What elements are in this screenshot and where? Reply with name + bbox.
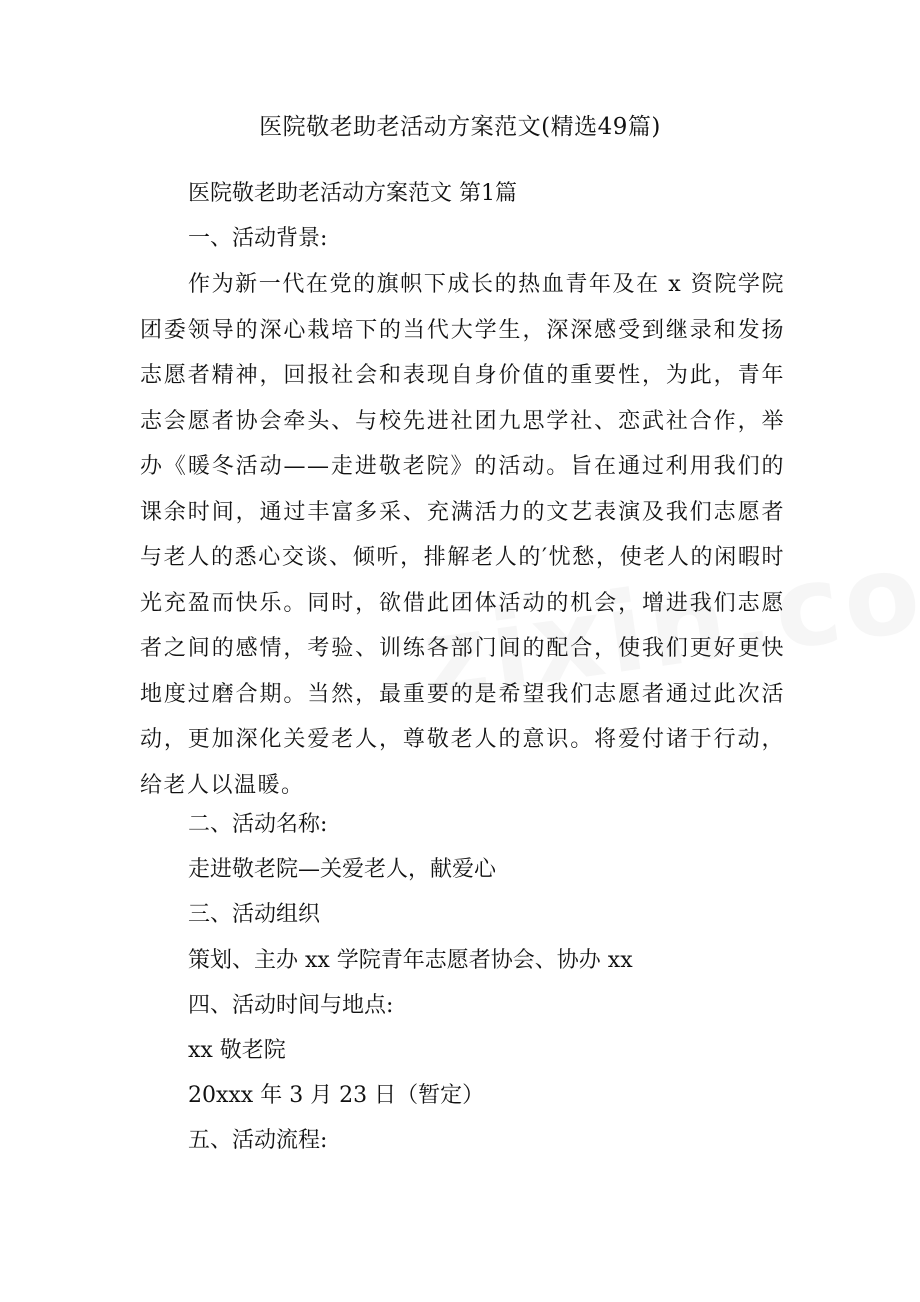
heading-activity-name: 二、活动名称:	[188, 812, 328, 837]
background-paragraph: 作为新一代在党的旗帜下成长的热血青年及在 x 资院学院团委领导的深心栽培下的当代大学生，深深感受到继录和发扬志愿者精神，回报社会和表现自身价值的重要性，为此，青年志会愿者协会牵头、与校先进社团九思学社、恋武社合作，举办《暖冬活动——走进敬老院》的活动。旨在通过利用我们的课余时间，通过丰富多采、充满活力的文艺表演及我们志愿者与老人的悉心交谈、倾听，排解老人的′忧愁，使老人的闲暇时光充盈而快乐。同时，欲借此团体活动的机会，增进我们志愿者之间的感情，考验、训练各部门间的配合，使我们更好更快地度过磨合期。当然，最重要的是希望我们志愿者通过此次活动，更加深化关爱老人，尊敬老人的意识。将爱付诸于行动，给老人以温暖。	[140, 272, 785, 798]
heading-background: 一、活动背景:	[188, 226, 328, 251]
organization-text: 策划、主办 xx 学院青年志愿者协会、协办 xx	[188, 948, 633, 973]
document-title: 医院敬老助老活动方案范文(精选49篇)	[259, 114, 661, 140]
place-text: xx 敬老院	[188, 1038, 286, 1063]
date-text: 20xxx 年 3 月 23 日（暂定）	[188, 1083, 485, 1108]
heading-organization: 三、活动组织	[188, 902, 321, 927]
heading-process: 五、活动流程:	[188, 1128, 328, 1153]
heading-time-place: 四、活动时间与地点:	[188, 993, 394, 1018]
section-heading: 医院敬老助老活动方案范文 第1篇	[188, 181, 517, 206]
activity-name-text: 走进敬老院—关爱老人，献爱心	[188, 857, 497, 882]
